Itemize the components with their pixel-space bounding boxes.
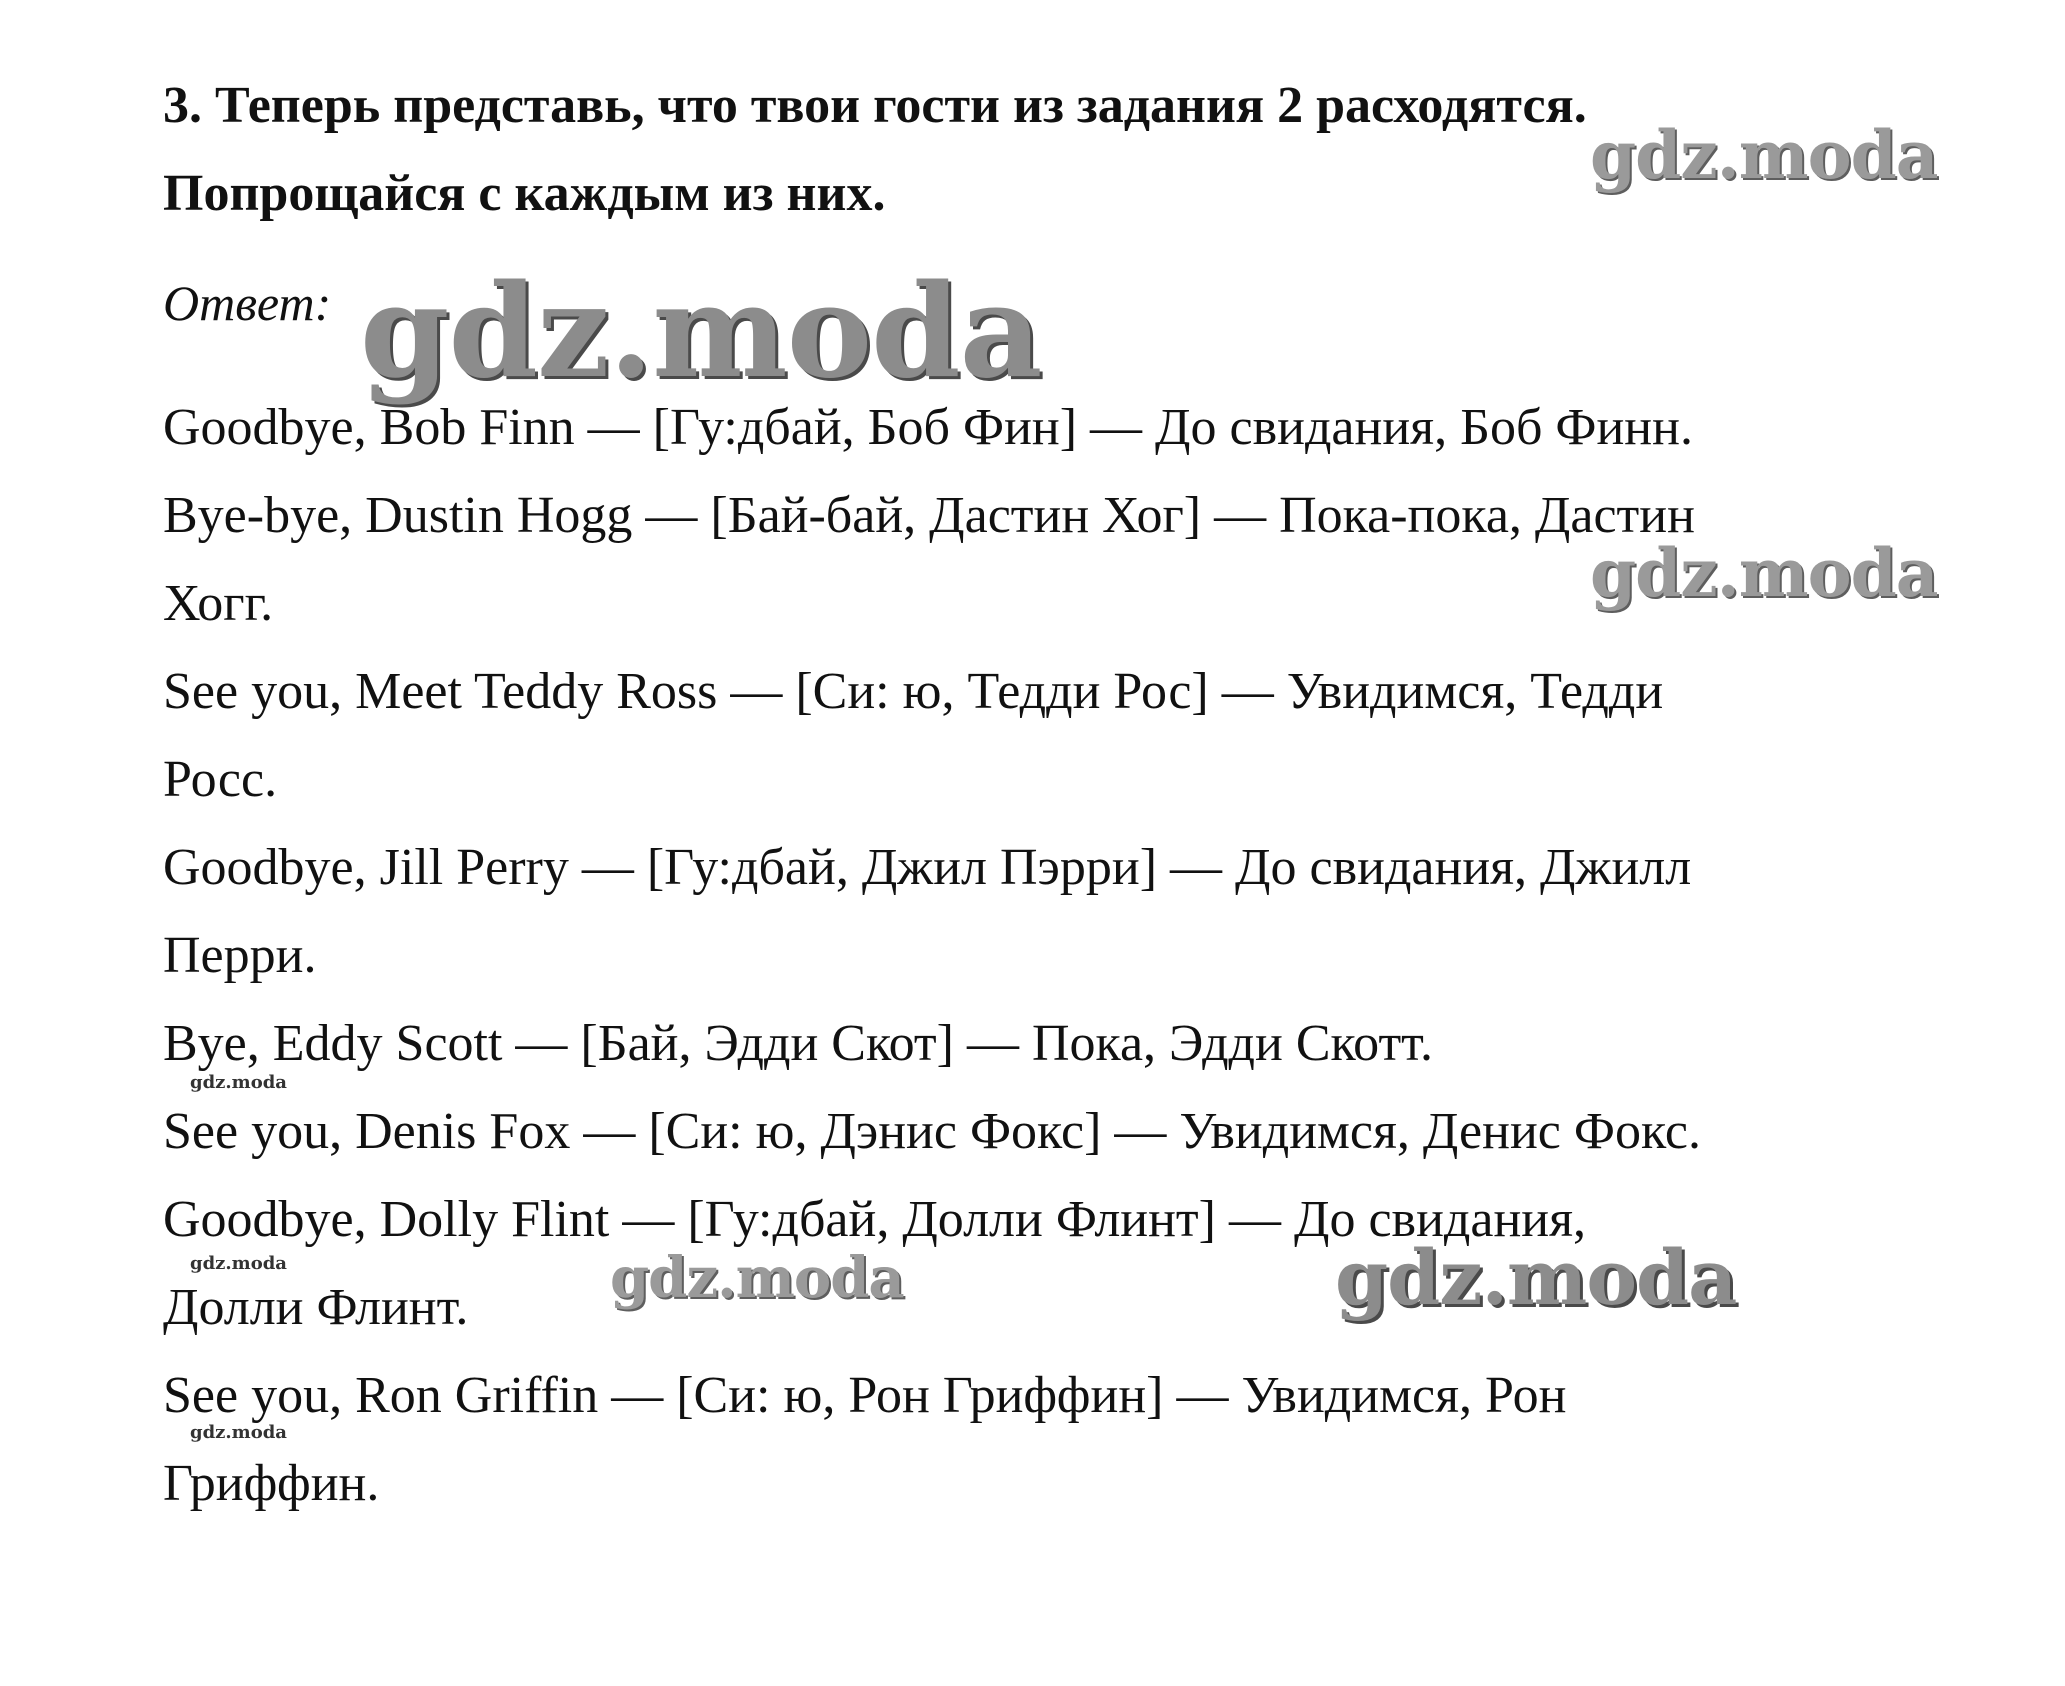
answer-line: Перри.: [163, 927, 317, 984]
answer-line: Bye-bye, Dustin Hogg — [Бай-бай, Дастин Хог] — Пока-пока, Дастин: [163, 487, 1695, 544]
answer-line: Goodbye, Bob Finn — [Гу:дбай, Боб Фин] — До свидания, Боб Финн.: [163, 399, 1693, 456]
watermark: gdz.moda: [1590, 116, 1938, 194]
answer-line: Goodbye, Dolly Flint — [Гу:дбай, Долли Флинт] — До свидания,: [163, 1191, 1587, 1248]
answer-label: Ответ:: [163, 275, 332, 331]
task-heading-line-2: Попрощайся с каждым из них.: [163, 165, 886, 222]
watermark: gdz.moda: [190, 1072, 287, 1093]
watermark: gdz.moda: [610, 1245, 904, 1311]
watermark: gdz.moda: [190, 1422, 287, 1443]
answer-line: Гриффин.: [163, 1455, 380, 1512]
answer-line: Bye, Eddy Scott — [Бай, Эдди Скот] — Пока, Эдди Скотт.: [163, 1015, 1433, 1072]
answer-line: Росс.: [163, 751, 278, 808]
watermark: gdz.moda: [360, 257, 1042, 407]
watermark: gdz.moda: [190, 1253, 287, 1274]
answer-line: Долли Флинт.: [163, 1279, 469, 1336]
watermark: gdz.moda: [1335, 1233, 1737, 1322]
answer-line: See you, Denis Fox — [Си: ю, Дэнис Фокс] — Увидимся, Денис Фокс.: [163, 1103, 1701, 1160]
answer-line: Хогг.: [163, 575, 274, 632]
answer-line: Goodbye, Jill Perry — [Гу:дбай, Джил Пэрри] — До свидания, Джилл: [163, 839, 1692, 896]
answer-line: See you, Meet Teddy Ross — [Си: ю, Тедди Рос] — Увидимся, Тедди: [163, 663, 1664, 720]
answer-line: See you, Ron Griffin — [Си: ю, Рон Гриффин] — Увидимся, Рон: [163, 1367, 1567, 1424]
watermark: gdz.moda: [1590, 534, 1938, 612]
task-heading-line-1: 3. Теперь представь, что твои гости из задания 2 расходятся.: [163, 77, 1587, 134]
